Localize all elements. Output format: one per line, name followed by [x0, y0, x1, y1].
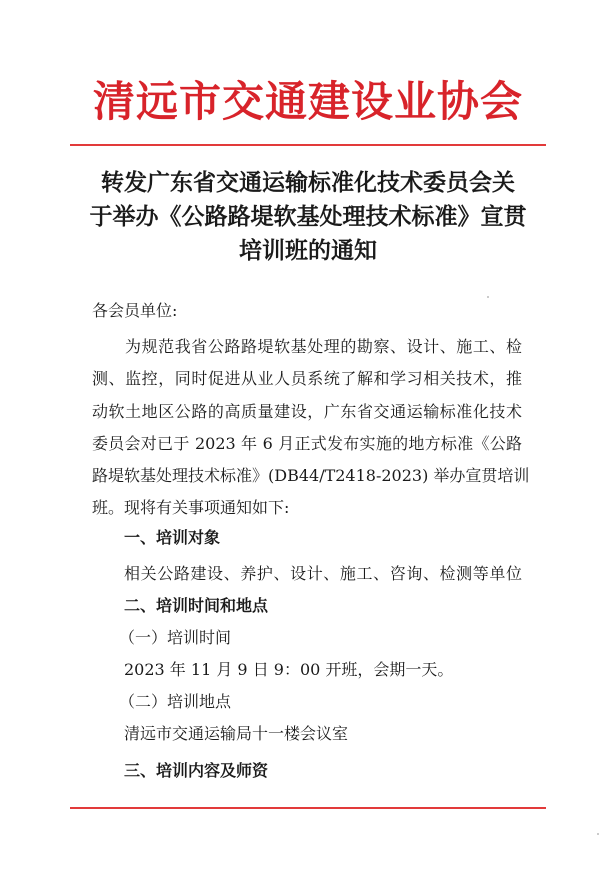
subheading-training-place: （二）培训地点: [119, 692, 232, 711]
section-heading-time-place: 二、培训时间和地点: [124, 596, 269, 615]
paragraph-line: 路堤软基处理技术标准》(DB44/T2418-2023) 举办宣贯培训: [92, 466, 530, 486]
document-title: [60, 166, 556, 268]
paragraph-line: 动软土地区公路的高质量建设，广东省交通运输标准化技术: [92, 401, 522, 421]
header-red-rule: [70, 144, 546, 146]
paragraph-line: 测、监控，同时促进从业人员系统了解和学习相关技术，推: [92, 369, 522, 389]
scan-speck: [487, 296, 489, 298]
training-time-text: 2023 年 11 月 9 日 9：00 开班，会期一天。: [124, 660, 454, 679]
organization-name-header: 清远市交通建设业协会: [92, 77, 523, 126]
training-target-text: 相关公路建设、养护、设计、施工、咨询、检测等单位: [124, 564, 522, 583]
footer-red-rule: [70, 807, 546, 809]
section-heading-content-teachers: 三、培训内容及师资: [124, 761, 269, 780]
intro-paragraph: [92, 336, 530, 530]
training-place-text: 清远市交通运输局十一楼会议室: [124, 724, 349, 743]
salutation: 各会员单位:: [92, 301, 178, 320]
scan-speck: [597, 833, 599, 835]
title-line: 转发广东省交通运输标准化技术委员会关: [101, 170, 515, 196]
paragraph-line: 为规范我省公路路堤软基处理的勘察、设计、施工、检: [125, 337, 522, 356]
paragraph-line: 班。现将有关事项通知如下:: [92, 498, 290, 518]
section-heading-training-target: 一、培训对象: [124, 528, 221, 547]
title-line: 培训班的通知: [239, 238, 377, 264]
title-line: 于举办《公路路堤软基处理技术标准》宣贯: [89, 204, 527, 230]
subheading-training-time: （一）培训时间: [119, 628, 232, 647]
paragraph-line: 委员会对已于 2023 年 6 月正式发布实施的地方标准《公路: [92, 433, 522, 453]
